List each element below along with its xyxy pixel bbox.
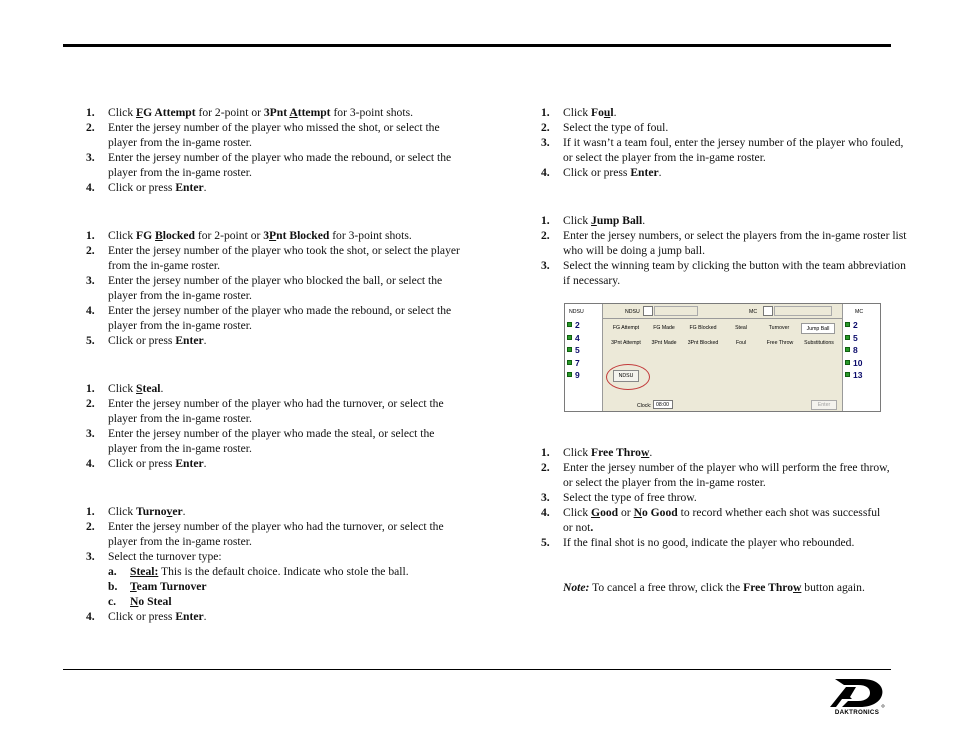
step-text-segment: .	[613, 106, 617, 119]
step-text-segment: Click or press	[108, 181, 176, 194]
roster-player[interactable]	[843, 319, 880, 332]
home-team-label: NDSU	[625, 309, 640, 315]
step-number: 1.	[541, 446, 550, 459]
step-text-segment: ood	[600, 506, 619, 519]
step-text-segment: 3	[263, 229, 270, 242]
step-text-segment: Click	[108, 382, 137, 395]
away-team-label: MC	[749, 309, 758, 315]
step-text-segment: If it wasn’t a team foul, enter the jersey number of the player who fouled, or select the player from the in-game roster.	[563, 136, 904, 164]
step-text-segment: N	[633, 506, 642, 519]
step-item	[108, 579, 466, 594]
step-text-segment: F	[136, 106, 144, 119]
step-text-segment: Enter the jersey number of the player who will perform the free throw, or select the player from the in-game roster.	[563, 461, 890, 489]
step-text-segment: for 2-point or	[194, 229, 264, 242]
step-item	[86, 456, 466, 471]
player-number: 2	[575, 320, 580, 330]
player-status-icon	[845, 322, 850, 327]
player-status-icon	[845, 335, 850, 340]
step-text-segment: Select the turnover type:	[108, 550, 222, 563]
step-number: 3.	[541, 491, 550, 504]
step-text-segment: or	[618, 506, 634, 519]
step-text-segment: Click or press	[108, 610, 176, 623]
away-team-tab[interactable]: MC	[842, 304, 880, 319]
step-text-segment: Select the type of free throw.	[563, 491, 697, 504]
header-rule	[63, 44, 891, 47]
roster-player[interactable]	[565, 357, 602, 370]
free-throw-button[interactable]: Free Throw	[766, 340, 794, 346]
step-text-segment: .	[649, 446, 653, 459]
step-item	[541, 490, 891, 505]
step-text-segment: Turno	[136, 505, 167, 518]
step-text-segment: locked	[162, 229, 195, 242]
step-text-segment: u	[603, 106, 611, 119]
player-status-icon	[567, 360, 572, 365]
player-number: 8	[853, 345, 858, 355]
step-item	[86, 609, 466, 624]
step-text-segment: Fo	[591, 106, 604, 119]
step-item	[108, 564, 466, 579]
step-text-segment: Enter the jersey numbers, or select the players from the in-game roster list who will be doing a jump ball.	[563, 229, 907, 257]
step-text-segment: .	[203, 610, 207, 623]
3pnt-blocked-button[interactable]: 3Pnt Blocked	[687, 340, 719, 346]
step-number: 5.	[541, 536, 550, 549]
step-text-segment: .	[642, 214, 646, 227]
step-number: 4.	[86, 457, 95, 470]
step-number: 2.	[541, 121, 550, 134]
step-text-segment: Enter the jersey number of the player who made the rebound, or select the player from the in-game roster.	[108, 304, 452, 332]
step-number: 4.	[86, 181, 95, 194]
player-number: 10	[853, 357, 863, 368]
step-text-segment: ump Ball	[596, 214, 643, 227]
step-item	[541, 105, 911, 120]
step-number: 1.	[86, 382, 95, 395]
step-text-segment: Click	[108, 229, 137, 242]
steps-list	[86, 381, 466, 471]
steps-list	[541, 445, 891, 550]
step-text-segment: Steal:	[130, 565, 159, 578]
step-text-segment: B	[155, 229, 163, 242]
steps-list	[86, 228, 466, 348]
player-status-icon	[567, 347, 572, 352]
step-item	[541, 460, 891, 490]
step-number: 2.	[541, 229, 550, 242]
step-text-segment: Enter the jersey number of the player who took the shot, or select the player from the in-game roster.	[108, 244, 460, 272]
roster-player[interactable]	[565, 319, 602, 332]
step-item	[86, 396, 466, 426]
jump-ball-button[interactable]: Jump Ball	[801, 323, 835, 334]
step-number: 3.	[86, 274, 95, 287]
step-text-segment: Click	[108, 505, 137, 518]
roster-player[interactable]	[843, 369, 880, 382]
step-item	[541, 445, 891, 460]
step-text-segment: er	[172, 505, 183, 518]
step-number: 2.	[86, 520, 95, 533]
team-bar	[565, 304, 880, 319]
footer-rule	[63, 669, 891, 670]
step-number: 3.	[86, 427, 95, 440]
steps-list	[86, 609, 466, 624]
turnover-section	[86, 504, 466, 624]
step-text-segment: Click	[563, 214, 592, 227]
step-item	[86, 504, 466, 519]
step-text-segment: Click or press	[108, 334, 176, 347]
roster-player[interactable]	[843, 332, 880, 345]
step-text-segment: Enter the jersey number of the player who blocked the ball, or select the player from the in-game roster.	[108, 274, 443, 302]
away-score-field[interactable]	[763, 306, 773, 316]
step-text-segment: to record whether each shot was successful or not	[563, 506, 881, 534]
away-player-field[interactable]	[774, 306, 832, 316]
fg-blocked-button[interactable]: FG Blocked	[689, 325, 717, 331]
turnover-types-list	[86, 564, 466, 609]
step-text-segment: Enter the jersey number of the player who made the steal, or select the player from the in-game roster.	[108, 427, 435, 455]
fg-attempt-button[interactable]: FG Attempt	[612, 325, 640, 331]
step-text-segment: eam Turnover	[136, 580, 207, 593]
step-number: 1.	[541, 106, 550, 119]
step-text-segment: 3Pnt	[263, 106, 290, 119]
free-throw-section	[541, 445, 891, 550]
player-number: 9	[575, 370, 580, 380]
step-text-segment: .	[203, 181, 207, 194]
step-number: 3.	[541, 259, 550, 272]
step-number: 4.	[541, 506, 550, 519]
step-text-segment: Click	[563, 106, 592, 119]
step-number: b.	[108, 580, 118, 593]
step-text-segment: FG	[136, 229, 156, 242]
3pnt-attempt-button[interactable]: 3Pnt Attempt	[611, 340, 641, 346]
roster-player[interactable]	[565, 332, 602, 345]
step-text-segment: ttempt	[297, 106, 331, 119]
step-item	[86, 105, 466, 120]
steal-button[interactable]: Steal	[735, 325, 747, 331]
step-text-segment: o Good	[641, 506, 678, 519]
step-text-segment: G Attempt	[143, 106, 196, 119]
note-text-post: button again.	[801, 581, 865, 594]
step-text-segment: Click	[563, 506, 592, 519]
substitutions-button[interactable]: Substitutions	[804, 340, 834, 346]
step-number: 2.	[86, 244, 95, 257]
step-text-segment: Enter the jersey number of the player who had the turnover, or select the player from the in-game roster.	[108, 520, 444, 548]
clock-field[interactable]: 08:00	[653, 400, 673, 409]
step-item	[86, 273, 466, 303]
step-item	[86, 381, 466, 396]
step-text-segment: Click or press	[108, 457, 176, 470]
enter-button[interactable]: Enter	[811, 400, 837, 410]
step-number: 3.	[86, 550, 95, 563]
step-number: 4.	[86, 610, 95, 623]
note-button-hotkey: w	[793, 581, 802, 594]
step-number: 1.	[86, 505, 95, 518]
step-text-segment: Enter	[630, 166, 659, 179]
step-text-segment: If the final shot is no good, indicate the player who rebounded.	[563, 536, 855, 549]
step-item	[86, 180, 466, 195]
step-number: 2.	[541, 461, 550, 474]
step-text-segment: .	[590, 521, 594, 534]
player-status-icon	[845, 360, 850, 365]
roster-player[interactable]	[565, 369, 602, 382]
step-text-segment: for 3-point shots.	[330, 106, 413, 119]
step-text-segment: Enter	[175, 610, 204, 623]
step-text-segment: Click	[108, 106, 137, 119]
step-number: 4.	[541, 166, 550, 179]
player-status-icon	[845, 372, 850, 377]
steps-list	[541, 213, 911, 288]
step-number: 1.	[86, 229, 95, 242]
roster-player[interactable]	[843, 344, 880, 357]
step-number: 2.	[86, 121, 95, 134]
roster-player[interactable]	[565, 344, 602, 357]
roster-player[interactable]	[843, 357, 880, 370]
home-team-tab[interactable]: NDSU	[565, 304, 603, 319]
step-item	[541, 120, 911, 135]
note-text-pre: To cancel a free throw, click the	[589, 581, 744, 594]
step-item	[86, 303, 466, 333]
step-item	[541, 535, 891, 550]
step-item	[541, 505, 891, 535]
step-number: 5.	[86, 334, 95, 347]
home-player-field[interactable]	[654, 306, 698, 316]
step-text-segment: for 2-point or	[195, 106, 264, 119]
player-number: 5	[575, 345, 580, 355]
step-number: 3.	[541, 136, 550, 149]
winning-team-button[interactable]: NDSU	[613, 370, 639, 382]
step-number: c.	[108, 595, 117, 608]
home-roster	[565, 319, 603, 412]
step-text-segment: Free Thro	[591, 446, 641, 459]
note-button-text: Free Thro	[743, 581, 794, 594]
step-text-segment: Enter the jersey number of the player who made the rebound, or select the player from the in-game roster.	[108, 151, 452, 179]
note-button-name	[743, 581, 801, 594]
step-item	[86, 228, 466, 243]
step-text-segment: Select the winning team by clicking the button with the team abbreviation if necessary.	[563, 259, 906, 287]
step-number: 3.	[86, 151, 95, 164]
step-text-segment: Enter	[175, 457, 204, 470]
note-label: Note:	[563, 581, 590, 594]
step-item	[541, 228, 911, 258]
steps-list	[86, 105, 466, 195]
free-throw-note	[563, 580, 913, 595]
clock-label: Clock:	[637, 403, 652, 409]
step-item	[108, 594, 466, 609]
fg-attempt-section	[86, 105, 466, 195]
step-text-segment: A	[289, 106, 298, 119]
step-text-segment: This is the default choice. Indicate who stole the ball.	[158, 565, 409, 578]
step-text-segment: .	[182, 505, 186, 518]
player-number: 5	[853, 332, 858, 343]
step-text-segment: o Steal	[138, 595, 172, 608]
step-item	[86, 549, 466, 564]
step-item	[86, 426, 466, 456]
step-text-segment: .	[203, 334, 207, 347]
away-roster	[842, 319, 880, 412]
step-text-segment: v	[166, 505, 173, 518]
step-item	[541, 258, 911, 288]
step-item	[86, 333, 466, 348]
step-text-segment: G	[591, 506, 601, 519]
step-item	[86, 150, 466, 180]
step-text-segment: l	[610, 106, 614, 119]
player-number: 2	[853, 320, 858, 330]
step-text-segment: T	[130, 580, 137, 593]
game-entry-screenshot	[564, 303, 881, 412]
step-item	[541, 165, 911, 180]
turnover-button[interactable]: Turnover	[768, 325, 790, 331]
player-status-icon	[567, 372, 572, 377]
player-status-icon	[567, 322, 572, 327]
step-text-segment: Enter the jersey number of the player who missed the shot, or select the player from the in-game roster.	[108, 121, 440, 149]
step-text-segment: J	[591, 214, 597, 227]
step-item	[86, 243, 466, 273]
step-text-segment: Enter the jersey number of the player who had the turnover, or select the player from the in-game roster.	[108, 397, 444, 425]
step-number: a.	[108, 565, 117, 578]
step-text-segment: w	[640, 446, 650, 459]
step-text-segment: P	[269, 229, 277, 242]
step-text-segment: Select the type of foul.	[563, 121, 669, 134]
player-status-icon	[845, 347, 850, 352]
step-text-segment: Enter	[175, 334, 204, 347]
player-number: 7	[575, 357, 580, 368]
jump-ball-section	[541, 213, 911, 288]
home-score-field[interactable]	[643, 306, 653, 316]
player-number: 13	[853, 370, 863, 380]
step-text-segment: N	[130, 595, 139, 608]
step-number: 2.	[86, 397, 95, 410]
daktronics-logo-text: DAKTRONICS	[834, 709, 880, 716]
step-text-segment: .	[203, 457, 207, 470]
step-text-segment: Click or press	[563, 166, 631, 179]
step-text-segment: for 3-point shots.	[329, 229, 412, 242]
step-text-segment: .	[160, 382, 164, 395]
step-number: 1.	[541, 214, 550, 227]
foul-button[interactable]: Foul	[735, 340, 747, 346]
step-text-segment: nt Blocked	[276, 229, 330, 242]
step-text-segment: Click	[563, 446, 592, 459]
step-item	[86, 120, 466, 150]
step-text-segment: .	[658, 166, 662, 179]
step-text-segment: Enter	[175, 181, 204, 194]
player-status-icon	[567, 335, 572, 340]
steps-list	[86, 504, 466, 564]
step-item	[86, 519, 466, 549]
step-item	[541, 135, 911, 165]
steps-list	[541, 105, 911, 180]
step-item	[541, 213, 911, 228]
step-text-segment: teal	[142, 382, 161, 395]
player-number: 4	[575, 332, 580, 343]
step-number: 1.	[86, 106, 95, 119]
steal-section	[86, 381, 466, 471]
3pnt-made-button[interactable]: 3Pnt Made	[651, 340, 677, 346]
fg-blocked-section	[86, 228, 466, 348]
fg-made-button[interactable]: FG Made	[653, 325, 675, 331]
step-text-segment: S	[136, 382, 143, 395]
step-number: 4.	[86, 304, 95, 317]
foul-section	[541, 105, 911, 180]
